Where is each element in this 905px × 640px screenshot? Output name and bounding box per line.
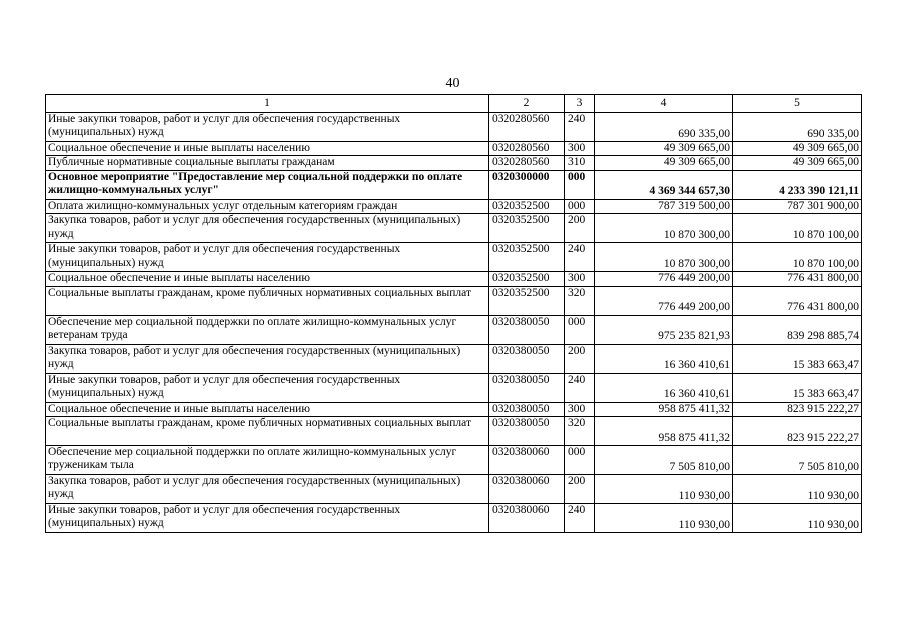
row-type-cell: 000 [565,199,595,213]
row-value-4-cell: 49 309 665,00 [595,156,733,170]
row-type-cell: 200 [565,214,595,243]
row-type-cell: 000 [565,446,595,475]
table-row [46,373,862,402]
header-cell-2: 2 [489,95,565,113]
row-type-cell: 000 [565,315,595,344]
row-name-cell: Обеспечение мер социальной поддержки по оплате жилищно-коммунальных услуг ветеранам труда [46,315,489,344]
row-code-cell: 0320300000 [489,170,565,199]
row-value-4-cell: 49 309 665,00 [595,142,733,156]
row-code-cell: 0320380050 [489,417,565,446]
row-value-4-cell: 16 360 410,61 [595,344,733,373]
table-row [46,315,862,344]
row-name-cell: Основное мероприятие "Предоставление мер социальной поддержки по оплате жилищно-коммунальных услуг" [46,170,489,199]
row-value-5-cell: 823 915 222,27 [733,402,862,416]
row-name-cell: Иные закупки товаров, работ и услуг для обеспечения государственных (муниципальных) нужд [46,243,489,272]
table-row [46,446,862,475]
row-value-5-cell: 10 870 100,00 [733,214,862,243]
row-code-cell: 0320280560 [489,142,565,156]
row-value-5-cell: 4 233 390 121,11 [733,170,862,199]
header-cell-1: 1 [46,95,489,113]
row-name-cell: Социальное обеспечение и иные выплаты населению [46,142,489,156]
row-value-5-cell: 776 431 800,00 [733,286,862,315]
row-type-cell: 200 [565,475,595,504]
budget-table [45,94,862,533]
row-code-cell: 0320380060 [489,446,565,475]
table-row [46,113,862,142]
page-number: 40 [445,76,460,91]
row-name-cell: Иные закупки товаров, работ и услуг для обеспечения государственных (муниципальных) нужд [46,113,489,142]
row-type-cell: 200 [565,344,595,373]
row-type-cell: 320 [565,417,595,446]
row-value-4-cell: 4 369 344 657,30 [595,170,733,199]
row-value-4-cell: 10 870 300,00 [595,243,733,272]
row-name-cell: Социальные выплаты гражданам, кроме публичных нормативных социальных выплат [46,417,489,446]
row-value-5-cell: 49 309 665,00 [733,156,862,170]
row-name-cell: Закупка товаров, работ и услуг для обеспечения государственных (муниципальных) нужд [46,475,489,504]
row-value-4-cell: 110 930,00 [595,504,733,533]
row-value-5-cell: 776 431 800,00 [733,272,862,286]
row-name-cell: Оплата жилищно-коммунальных услуг отдельным категориям граждан [46,199,489,213]
table-row [46,402,862,416]
row-type-cell: 300 [565,402,595,416]
row-type-cell: 240 [565,373,595,402]
row-name-cell: Закупка товаров, работ и услуг для обеспечения государственных (муниципальных) нужд [46,214,489,243]
row-name-cell: Социальные выплаты гражданам, кроме публичных нормативных социальных выплат [46,286,489,315]
row-type-cell: 300 [565,272,595,286]
row-name-cell: Обеспечение мер социальной поддержки по оплате жилищно-коммунальных услуг труженикам тыла [46,446,489,475]
table-row [46,286,862,315]
row-value-4-cell: 958 875 411,32 [595,402,733,416]
row-type-cell: 240 [565,243,595,272]
row-value-5-cell: 110 930,00 [733,475,862,504]
row-code-cell: 0320352500 [489,199,565,213]
table-row [46,417,862,446]
table-body [46,95,862,533]
row-name-cell: Иные закупки товаров, работ и услуг для обеспечения государственных (муниципальных) нужд [46,373,489,402]
table-row [46,475,862,504]
row-value-5-cell: 7 505 810,00 [733,446,862,475]
row-value-4-cell: 110 930,00 [595,475,733,504]
row-code-cell: 0320280560 [489,113,565,142]
row-name-cell: Закупка товаров, работ и услуг для обеспечения государственных (муниципальных) нужд [46,344,489,373]
row-code-cell: 0320280560 [489,156,565,170]
row-type-cell: 320 [565,286,595,315]
row-code-cell: 0320380050 [489,402,565,416]
row-name-cell: Социальное обеспечение и иные выплаты населению [46,272,489,286]
row-code-cell: 0320352500 [489,243,565,272]
row-value-5-cell: 839 298 885,74 [733,315,862,344]
row-code-cell: 0320380050 [489,344,565,373]
row-value-4-cell: 776 449 200,00 [595,272,733,286]
row-name-cell: Публичные нормативные социальные выплаты гражданам [46,156,489,170]
table-row [46,170,862,199]
row-value-4-cell: 975 235 821,93 [595,315,733,344]
table-row [46,214,862,243]
row-code-cell: 0320352500 [489,272,565,286]
row-code-cell: 0320380050 [489,315,565,344]
row-value-4-cell: 10 870 300,00 [595,214,733,243]
table-row [46,344,862,373]
row-value-5-cell: 110 930,00 [733,504,862,533]
header-cell-5: 5 [733,95,862,113]
row-code-cell: 0320352500 [489,286,565,315]
row-name-cell: Социальное обеспечение и иные выплаты населению [46,402,489,416]
table-row [46,142,862,156]
table-row [46,199,862,213]
header-row [46,95,862,113]
row-value-4-cell: 958 875 411,32 [595,417,733,446]
row-value-5-cell: 15 383 663,47 [733,344,862,373]
row-type-cell: 240 [565,504,595,533]
row-value-4-cell: 776 449 200,00 [595,286,733,315]
row-value-5-cell: 49 309 665,00 [733,142,862,156]
table-row [46,504,862,533]
row-value-4-cell: 7 505 810,00 [595,446,733,475]
row-value-5-cell: 823 915 222,27 [733,417,862,446]
table-row [46,272,862,286]
row-value-4-cell: 16 360 410,61 [595,373,733,402]
row-type-cell: 240 [565,113,595,142]
row-value-5-cell: 690 335,00 [733,113,862,142]
table-row [46,156,862,170]
row-code-cell: 0320380060 [489,504,565,533]
header-cell-3: 3 [565,95,595,113]
row-code-cell: 0320352500 [489,214,565,243]
row-code-cell: 0320380050 [489,373,565,402]
row-value-4-cell: 787 319 500,00 [595,199,733,213]
row-type-cell: 000 [565,170,595,199]
header-cell-4: 4 [595,95,733,113]
row-value-5-cell: 15 383 663,47 [733,373,862,402]
row-value-4-cell: 690 335,00 [595,113,733,142]
row-value-5-cell: 10 870 100,00 [733,243,862,272]
row-type-cell: 300 [565,142,595,156]
row-type-cell: 310 [565,156,595,170]
row-value-5-cell: 787 301 900,00 [733,199,862,213]
row-name-cell: Иные закупки товаров, работ и услуг для обеспечения государственных (муниципальных) нужд [46,504,489,533]
row-code-cell: 0320380060 [489,475,565,504]
table-row [46,243,862,272]
